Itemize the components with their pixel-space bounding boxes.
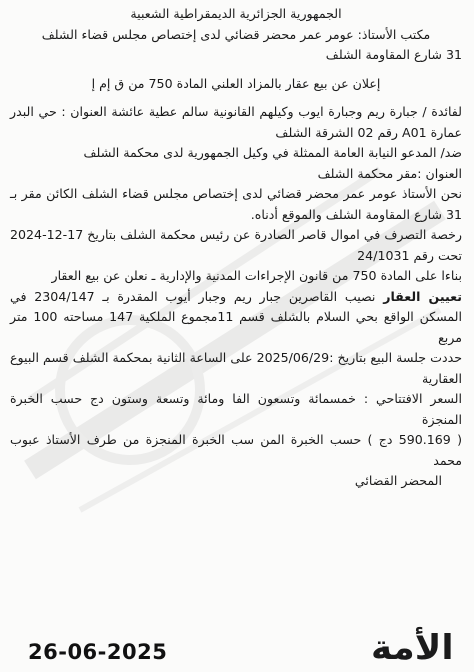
- office-address: 31 شارع المقاومة الشلف: [325, 47, 462, 62]
- state-heading: الجمهورية الجزائرية الديمقراطية الشعبية: [130, 6, 342, 21]
- bailiff-statement: نحن الأستاذ عومر عمر محضر قضائي لدى إختصاص مجلس قضاء الشلف الكائن مقر بـ 31 شارع المقاومة الشلف والموقع أدناه.: [10, 186, 462, 222]
- against-address: العنوان :مقر محكمة الشلف: [317, 165, 462, 181]
- opening-price: السعر الافتتاحي : خمسمائة وتسعون الفا ومائة وتسعة وستون دج حسب الخبرة المنجزة: [10, 391, 462, 427]
- announcement-title: إعلان عن بيع عقار بالمزاد العلني المادة 750 من ق إم إ: [91, 75, 381, 91]
- beneficiary-paragraph: لفائدة / جبارة ريم وجبارة ايوب وكيلهم القانونية سالم عطية عائشة العنوان : حي البدر عمارة A01 رقم 02 الشرقة الشلف: [10, 104, 462, 140]
- office-line: مكتب الأستاذ: عومر عمر محضر قضائي لدى إختصاص مجلس قضاء الشلف: [41, 26, 431, 42]
- property-description: [10, 287, 462, 349]
- signature-title: المحضر القضائي: [354, 473, 442, 488]
- property-label: تعيين العقار: [383, 288, 462, 304]
- legal-basis: بناءا على المادة 750 من قانون الإجراءات المدنية والإدارية ـ نعلن عن بيع العقار: [51, 268, 462, 283]
- sale-license: رخصة التصرف في اموال قاصر الصادرة عن رئيس محكمة الشلف بتاريخ 17-12-2024 تحت رقم 24/1031: [10, 227, 462, 263]
- against-line: ضد/ المدعو النيابة العامة الممثلة في وكيل الجمهورية لدى محكمة الشلف: [83, 145, 462, 160]
- publication-date: 26-06-2025: [28, 640, 168, 664]
- notice-footer: [0, 626, 474, 672]
- expertise-value: ( 590.169 دج ) حسب الخبرة المن سب الخبرة المنجزة من طرف الأستاذ عبوب محمد: [10, 432, 463, 468]
- newspaper-logo: الأمة: [371, 628, 454, 668]
- property-text: نصيب القاصرين جبار ريم وجبار أيوب المقدرة بـ 2304/147 في المسكن الواقع بحي السلام بالشلف قسم 11مجموع الملكية 147 مساحته 100 متر مربع: [10, 288, 462, 345]
- sale-session: حددت جلسة البيع بتاريخ :2025/06/29 على الساعة الثانية بمحكمة الشلف قسم البيوع العقارية: [10, 350, 462, 386]
